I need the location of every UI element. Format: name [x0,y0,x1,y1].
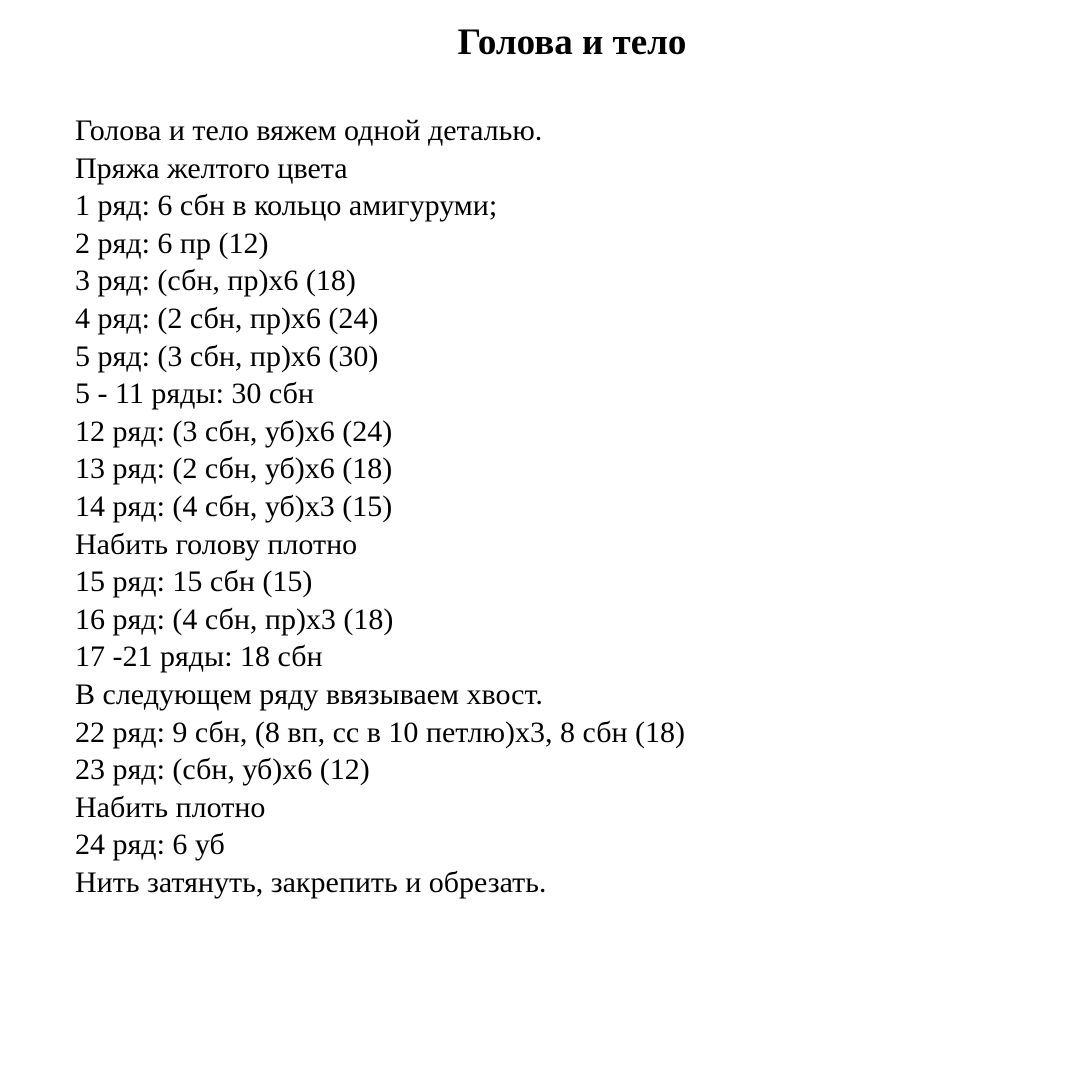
instruction-line: 3 ряд: (сбн, пр)х6 (18) [75,264,356,298]
instruction-line: 13 ряд: (2 сбн, уб)х6 (18) [75,452,393,486]
instruction-line: 16 ряд: (4 сбн, пр)х3 (18) [75,602,394,636]
instruction-line: Голова и тело вяжем одной деталью. [75,114,543,147]
instruction-line: Нить затянуть, закрепить и обрезать. [75,865,547,899]
instruction-line: Набить голову плотно [75,527,358,561]
instruction-line: 22 ряд: 9 сбн, (8 вп, сс в 10 петлю)х3, 8 сбн (18) [75,715,685,749]
instruction-line: 1 ряд: 6 сбн в кольцо амигуруми; [75,189,498,223]
instruction-line: 15 ряд: 15 сбн (15) [75,565,313,599]
instruction-list [75,112,685,901]
instruction-line: 17 -21 ряды: 18 сбн [75,640,323,674]
instruction-line: 5 - 11 ряды: 30 сбн [75,377,314,411]
instruction-line: 24 ряд: 6 уб [75,828,225,862]
title-area [0,0,1080,80]
instruction-line: 23 ряд: (сбн, уб)х6 (12) [75,753,370,787]
instruction-line: 5 ряд: (3 сбн, пр)х6 (30) [75,339,379,373]
instruction-line: Пряжа желтого цвета [75,151,348,185]
instruction-line: В следующем ряду ввязываем хвост. [75,677,543,711]
instruction-line: 14 ряд: (4 сбн, уб)х3 (15) [75,489,393,523]
instruction-line: Набить плотно [75,790,266,824]
instruction-line: 4 ряд: (2 сбн, пр)х6 (24) [75,301,379,335]
instruction-line: 12 ряд: (3 сбн, уб)х6 (24) [75,414,393,448]
instruction-line: 2 ряд: 6 пр (12) [75,226,269,260]
document-title: Голова и тело [457,22,687,63]
